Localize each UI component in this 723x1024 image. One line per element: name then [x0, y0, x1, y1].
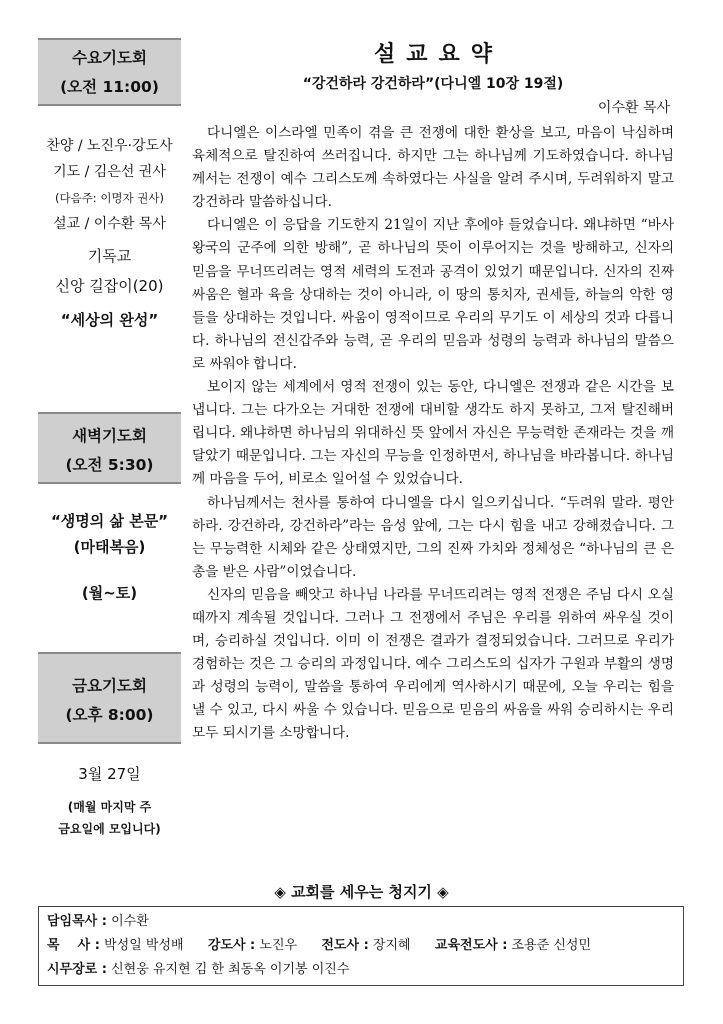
- study-series: [38, 241, 181, 335]
- minister-label: 전도사 :: [321, 938, 369, 953]
- series-line-1: 기독교: [87, 247, 132, 265]
- series-line-2: 신앙 길잡이(20): [55, 277, 164, 295]
- stewards-heading: ◈ 교회를 세우는 청지기 ◈: [274, 883, 449, 901]
- pastors-names: 박성일 박성배: [104, 938, 184, 953]
- dawn-text-book: (마태복음): [73, 538, 146, 556]
- friday-date: 3월 27일: [78, 765, 141, 783]
- sermon-paragraph: 다니엘은 이스라엘 민족이 겪을 큰 전쟁에 대한 환상을 보고, 마음이 낙심하며 육체적으로 탈진하여 쓰러집니다. 하지만 그는 하나님께 기도하였습니다. 하나님께서는 전쟁이 예수 그리스도께 속하였다는 사실을 알려 주시며, 두려워하지 말고 강건하라 말씀하십니다.: [192, 125, 674, 211]
- stewards-row-2: [47, 934, 675, 958]
- sermon-section-title: 설교요약: [373, 42, 503, 67]
- dawn-service-info: [38, 508, 181, 606]
- role-next-week: (다음주: 이명자 권사): [54, 191, 165, 205]
- dawn-days: (월~토): [81, 584, 138, 602]
- role-sermon: 설교 / 이수환 목사: [53, 216, 166, 232]
- sermon-paragraph: 신자의 믿음을 빼앗고 하나님 나라를 무너뜨리려는 영적 전쟁은 주님 다시 오실 때까지 계속될 것입니다. 그러나 그 전쟁에서 주님은 우리를 위하여 싸우실 것이며, 승리하실 것입니다. 이미 이 전쟁은 결과가 결정되었습니다. 그러므로 우리가 경험하는 것은 그 승리의 과정입니다. 예수 그리스도의 십자가 구원과 부활의 생명과 성령의 능력이, 말씀을 통하여 우리에게 역사하시기 때문에, 오늘 우리는 힘을 낼 수 있고, 다시 싸울 수 있습니다. 믿음으로 믿음의 싸움을 싸워 승리하시는 우리 모두 되시기를 소망합니다.: [192, 586, 674, 742]
- dawn-text-title: “생명의 삶 본문”: [50, 512, 169, 530]
- pastors-label: 목 사 :: [47, 938, 100, 953]
- sermon-paragraph: 보이지 않는 세계에서 영적 전쟁이 있는 동안, 다니엘은 전쟁과 같은 시간을 보냅니다. 그는 다가오는 거대한 전쟁에 대비할 생각도 하지 못하고, 그저 탈진해버립니다. 왜냐하면 하나님의 위대하신 뜻 앞에서 자신은 무능력한 존재라는 것을 깨달았기 때문입니다. 그는 자신의 무능을 인정하면서, 하나님을 바라봅니다. 하나님께 마음을 두어, 비로소 일어설 수 있었습니다.: [192, 379, 674, 488]
- minister-name: 장지혜: [372, 938, 411, 953]
- evangelist-label: 강도사 :: [207, 938, 256, 953]
- wednesday-service-time: (오전 11:00): [60, 78, 159, 96]
- education-minister-names: 조용준 신성민: [511, 938, 592, 953]
- sermon-summary: [192, 38, 674, 746]
- sermon-paragraph: 다니엘은 이 응답을 기도한지 21일이 지난 후에야 들었습니다. 왜냐하면 “바사 왕국의 군주에 의한 방해”, 곧 하나님의 뜻이 이루어지는 것을 방해하고, 신자의 믿음을 무너뜨리려는 영적 세력의 도전과 공격이 있었기 때문입니다. 신자의 진짜 싸움은 혈과 육을 상대하는 것이 아니라, 이 땅의 통치자, 권세들, 하늘의 악한 영들을 상대하는 것입니다. 싸움이 영적이므로 우리의 무기도 이 세상의 것과 다릅니다. 하나님의 전신갑주와 능력, 곧 우리의 믿음과 성령의 능력과 하나님의 말씀으로 싸워야 합니다.: [192, 217, 674, 372]
- friday-service-time: (오후 8:00): [65, 706, 154, 724]
- sermon-body: [192, 122, 674, 746]
- sermon-paragraph: 하나님께서는 천사를 통하여 다니엘을 다시 일으키십니다. “두려워 말라. 평안하라. 강건하라, 강건하라”라는 음성 앞에, 그는 다시 힘을 내고 강해졌습니다. 그는 무능력한 시체와 같은 상태였지만, 그의 진짜 가치와 정체성은 “하나님의 큰 은총을 받은 사람”이었습니다.: [192, 494, 674, 580]
- service-roles: [38, 133, 181, 237]
- elders-names: 신현웅 유지현 김 한 최동옥 이기봉 이진수: [111, 962, 350, 977]
- dawn-service-time: (오전 5:30): [65, 456, 154, 474]
- stewards-box: [38, 906, 684, 986]
- stewards-row-1: [47, 910, 675, 934]
- stewards-row-3: [47, 958, 675, 982]
- evangelist-name: 노진우: [259, 938, 298, 953]
- senior-pastor-name: 이수환: [111, 914, 149, 929]
- friday-service-title: 금요기도회: [72, 677, 147, 695]
- friday-note-1: (매월 마지막 주: [67, 800, 152, 814]
- elders-label: 시무장로 :: [47, 962, 107, 977]
- sermon-author: 이수환 목사: [597, 100, 670, 116]
- role-praise: 찬양 / 노진우·강도사: [46, 138, 173, 154]
- sidebar: [38, 38, 181, 876]
- sermon-title: “강건하라 강건하라”(다니엘 10장 19절): [302, 76, 564, 92]
- dawn-service-header: [38, 412, 181, 484]
- wednesday-service-header: [38, 38, 181, 106]
- role-prayer: 기도 / 김은선 권사: [53, 164, 166, 180]
- series-topic: “세상의 완성”: [60, 311, 159, 329]
- friday-note-2: 금요일에 모입니다): [58, 822, 161, 836]
- friday-service-header: [38, 652, 181, 744]
- dawn-service-title: 새벽기도회: [72, 427, 147, 445]
- senior-pastor-label: 담임목사 :: [47, 914, 107, 929]
- wednesday-service-title: 수요기도회: [72, 49, 147, 67]
- education-minister-label: 교육전도사 :: [434, 938, 508, 953]
- friday-service-info: [38, 760, 181, 840]
